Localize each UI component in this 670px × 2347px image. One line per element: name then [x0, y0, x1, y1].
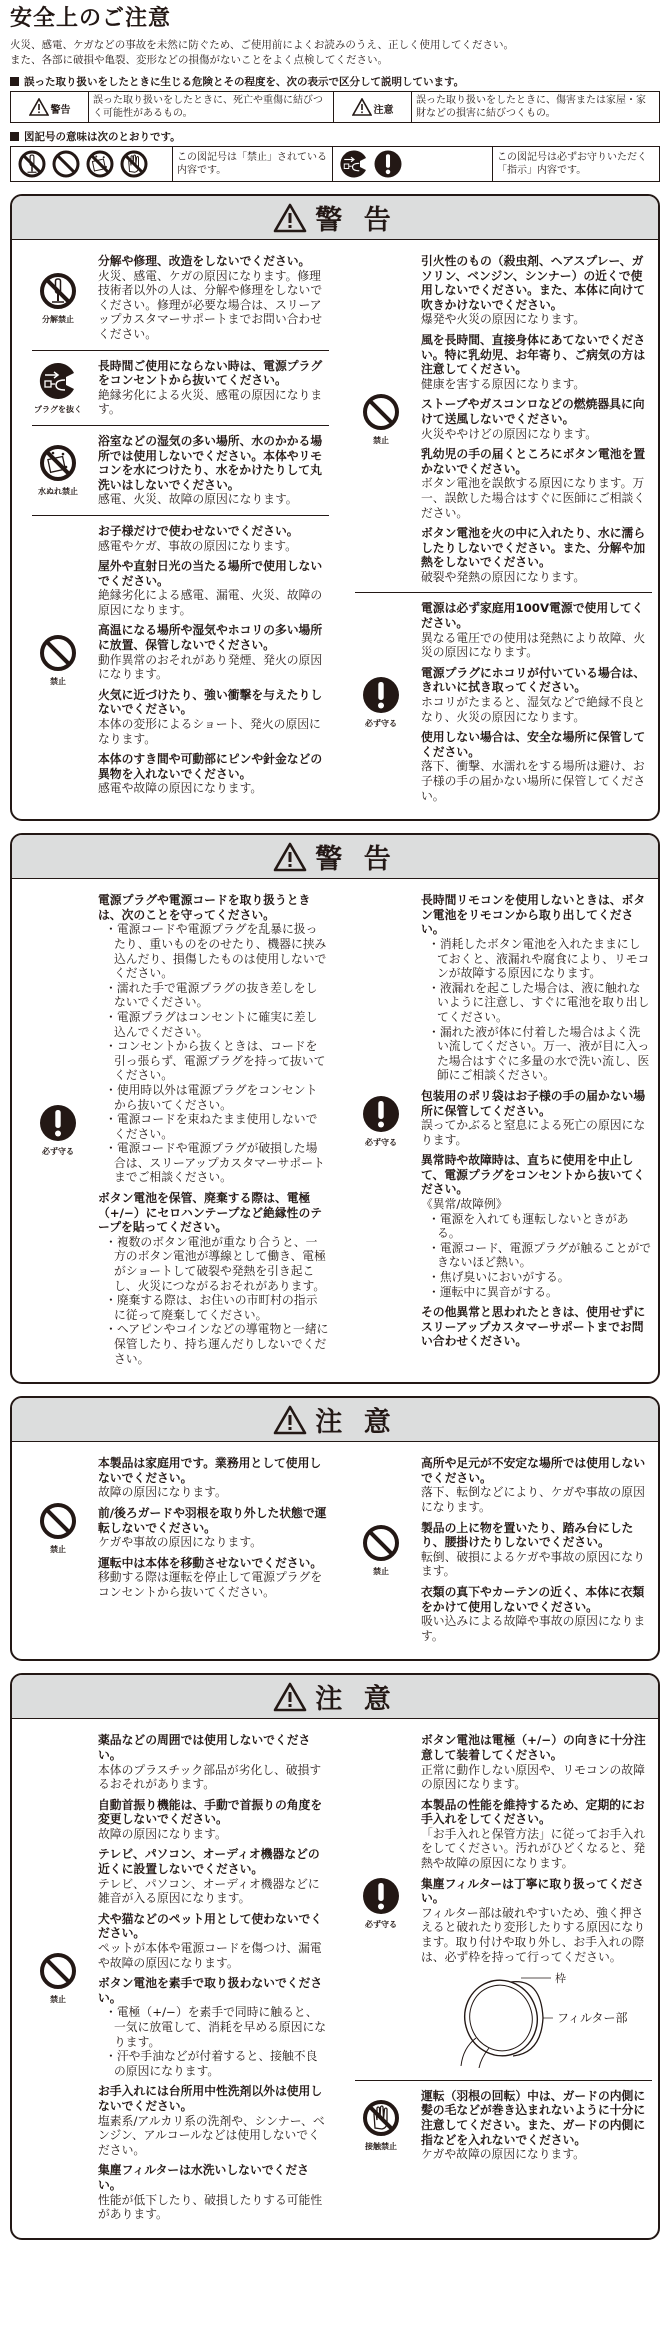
safety-section-warning	[10, 833, 660, 1384]
instruction-item	[421, 1456, 652, 1514]
intro-line: また、各部に破損や亀裂、変形などの損傷がないことをよく点検してください。	[10, 54, 388, 66]
bullet-item: ・消耗したボタン電池を入れたままにしておくと、液漏れや腐食により、リモコンが故障する原因になります。	[428, 936, 650, 981]
instructions	[98, 434, 329, 507]
mandatory-icon	[361, 1876, 401, 1916]
instruction-body: 爆発や火災の原因になります。	[421, 312, 586, 327]
bullet-item: ・ヘアピンやコインなどの導電物と一緒に保管したり、持ち運んだりしないでください。	[105, 1322, 329, 1366]
instruction-item	[98, 1912, 329, 1970]
instruction-body: 破裂や発熱の原因になります。	[421, 569, 586, 584]
bullet-item: ・複数のボタン電池が重なり合うと、一方のボタン電池が導線として働き、電極がショートして破裂や発熱を引き起こし、火災につながるおそれがあります。	[105, 1234, 326, 1293]
prohibited-icon	[38, 633, 78, 673]
warning-triangle-icon	[273, 842, 307, 872]
instruction-item	[98, 1847, 329, 1905]
instruction-body: 「お手入れと保管方法」に従ってお手入れをしてください。汚れがひどくなると、発熱や故障の原因になります。	[421, 1826, 646, 1871]
bullet-item: ・廃棄する際は、お住いの市町村の指示に従って廃棄してください。	[105, 1293, 318, 1322]
instruction-heading: 製品の上に物を置いたり、踏み台にしたり、腰掛けたりしないでください。	[421, 1520, 634, 1550]
symbol-label: 接触禁止	[365, 2142, 397, 2152]
instruction-body: 感電や故障の原因になります。	[98, 781, 263, 796]
instruction-heading: 浴室などの湿気の多い場所、水のかかる場所では使用しないでください。本体やリモコンを水につけたり、水をかけたりして丸洗いはしないでください。	[98, 433, 323, 492]
bullet-item: ・電源コードを束ねたまま使用しないでください。	[105, 1112, 318, 1141]
symbol-group	[355, 592, 652, 811]
instruction-body: 異なる電圧での使用は発熱により故障、火災の原因になります。	[421, 630, 646, 660]
prohibited-icon	[51, 149, 81, 179]
instruction-heading: お手入れには台所用中性洗剤以外は使用しないでください。	[98, 2084, 323, 2113]
warning-desc: 誤った取り扱いをしたときに、死亡や重傷に結びつく可能性があるもの。	[89, 92, 334, 123]
instructions	[421, 1733, 652, 2072]
bullet-text: 電源コードや電源プラグを乱暴に扱ったり、重いものをのせたり、機器に挟み込んだり、損傷したものは使用しないでください。	[114, 922, 327, 981]
instruction-heading: 犬や猫などのペット用として使わないでください。	[98, 1911, 323, 1941]
symbol	[341, 392, 421, 446]
levels-table	[10, 91, 660, 123]
bullet-item: ・電源を入れても運転しないときがある。	[428, 1211, 629, 1241]
bullet-item: ・焦げ臭いにおいがする。	[428, 1270, 570, 1285]
bullet-text: 電源コード、電源プラグが触ることができないほど熱い。	[437, 1240, 652, 1270]
bullet-item: ・電源コードや電源プラグが破損した場合は、スリーアップカスタマーサポートまでご相談ください。	[105, 1141, 325, 1185]
instruction-item	[98, 1976, 329, 2078]
instruction-body: 塩素系/アルカリ系の洗剤や、シンナー、ベンジン、アルコールなどは使用しないでください。	[98, 2113, 325, 2157]
bullet-item: ・濡れた手で電源プラグの抜き差しをしないでください。	[105, 980, 318, 1010]
instruction-body: 絶縁劣化による感電、漏電、火災、故障の原因になります。	[98, 588, 323, 617]
instruction-heading: その他異常と思われたときは、使用せずにスリーアップカスタマーサポートまでお問い合わせください。	[421, 1305, 646, 1349]
instruction-heading: ボタン電池は電極（+/−）の向きに十分注意して装着してください。	[421, 1733, 646, 1762]
instruction-body: 正常に動作しない原因や、リモコンの故障の原因になります。	[421, 1762, 645, 1792]
section-header	[12, 835, 658, 879]
instruction-heading: ボタン電池を火の中に入れたり、水に濡らしたりしないでください。また、分解や加熱をしないでください。	[421, 526, 646, 570]
caution-label: 注意	[373, 104, 394, 116]
column	[335, 1725, 658, 2229]
instruction-heading: ボタン電池を素手で取り扱わないでください。	[98, 1976, 323, 2005]
instruction-heading: 電源は必ず家庭用100V電源で使用してください。	[421, 601, 644, 631]
symbol	[341, 675, 421, 729]
instruction-item	[98, 893, 329, 1185]
square-bullet-icon	[10, 77, 19, 86]
symbol	[18, 443, 98, 497]
instruct-symbols	[333, 147, 493, 182]
instructions	[98, 1456, 329, 1599]
bullet-text: 漏れた液が体に付着した場合はよく洗い流してください。万一、液が目に入った場合はすぐに多量の水で洗い流し、医師にご相談ください。	[437, 1024, 650, 1083]
instruction-heading: 電源プラグや電源コードを取り扱うときは、次のことを守ってください。	[98, 893, 311, 922]
instruction-body: 故障の原因になります。	[98, 1485, 227, 1500]
instruction-heading: 電源プラグにホコリが付いている場合は、きれいに拭き取ってください。	[421, 665, 646, 695]
instruction-item	[98, 1556, 329, 1600]
symbol	[18, 271, 98, 325]
instruction-body: 移動する際は運転を停止して電源プラグをコンセントから抜いてください。	[98, 1570, 323, 1599]
caution-desc: 誤った取り扱いをしたときに、傷害または家屋・家財などの損害に結びつくもの。	[412, 92, 660, 123]
instruction-body: 故障の原因になります。	[98, 1826, 227, 1841]
prohibit-symbols	[11, 147, 173, 182]
instruction-heading: 集塵フィルターは丁寧に取り扱ってください。	[421, 1876, 644, 1906]
warning-triangle-icon	[29, 98, 49, 116]
disassembly-prohibited-icon	[17, 149, 47, 179]
symbol-group	[341, 1725, 652, 2080]
instruction-heading: 高温になる場所や湿気やホコリの多い場所に放置、保管しないでください。	[98, 623, 323, 653]
instruction-heading: 火気に近づけたり、強い衝撃を与えたりしないでください。	[98, 687, 323, 717]
instruction-heading: 乳幼児の手の届くところにボタン電池を置かないでください。	[421, 447, 646, 476]
bullet-item: ・運転中に異音がする。	[428, 1284, 558, 1299]
instruction-item	[421, 2089, 652, 2162]
symbol-group	[18, 885, 329, 1374]
symbol-label: 禁止	[50, 676, 66, 686]
symbol-label: プラグを抜く	[34, 404, 82, 414]
disassembly-prohibited-icon	[38, 271, 78, 311]
instruction-heading: 運転（羽根の回転）中は、ガードの内側に髪の毛などが巻き込まれないように十分に注意してください。また、ガードの内側に指などを入れないでください。	[421, 2088, 646, 2147]
filter-diagram	[441, 1968, 652, 2072]
bullet-text: 運転中に異音がする。	[439, 1284, 558, 1299]
section-title: 警 告	[315, 844, 397, 876]
column	[12, 885, 335, 1374]
symbol-group	[18, 246, 329, 350]
instruction-item	[421, 666, 652, 724]
instruction-body: テレビ、パソコン、オーディオ機器などに雑音が入る原因になります。	[98, 1876, 320, 1906]
symbol	[18, 361, 98, 415]
bullet-text: 複数のボタン電池が重なり合うと、一方のボタン電池が導線として働き、電極がショートして破裂や発熱を引き起こし、火災につながるおそれがあります。	[114, 1234, 326, 1293]
filter-illustration	[441, 1968, 641, 2068]
symbol-group	[18, 1725, 329, 2229]
instruction-heading: 分解や修理、改造をしないでください。	[98, 254, 311, 268]
instructions	[421, 1456, 652, 1643]
symbol-group	[341, 1448, 652, 1651]
instruction-item	[421, 333, 652, 391]
instruction-item	[98, 559, 329, 617]
bullet-text: 濡れた手で電源プラグの抜き差しをしないでください。	[114, 980, 318, 1010]
instruction-heading: お子様だけで使わせないでください。	[98, 523, 299, 538]
section-header	[12, 1398, 658, 1442]
instruction-item	[98, 359, 329, 417]
bullet-item: ・電源プラグはコンセントに確実に差し込んでください。	[105, 1009, 318, 1039]
mandatory-icon	[361, 675, 401, 715]
symbol	[341, 1523, 421, 1577]
prohibited-icon	[361, 1523, 401, 1563]
bullet-item: ・液漏れを起こした場合は、液に触れないように注意し、すぐに電池を取り出してください。	[428, 980, 650, 1024]
instructions	[421, 601, 652, 803]
instruction-body: 落下、衝撃、水濡れをする場所は避け、お子様の手の届かない場所に保管してください。	[421, 759, 646, 803]
instruction-body: 本体のプラスチック部品が劣化し、破損するおそれがあります。	[98, 1762, 322, 1792]
instruction-item	[421, 397, 652, 441]
instruction-item	[98, 254, 329, 342]
column	[12, 1725, 335, 2229]
instructions	[421, 2089, 652, 2162]
warning-label: 警告	[50, 104, 71, 116]
section-title: 警 告	[315, 205, 397, 236]
instruction-heading: ストーブやガスコンロなどの燃焼器具に向けて送風しないでください。	[421, 397, 645, 426]
bullet-text: 汗や手油などが付着すると、接触不良の原因になります。	[114, 2049, 318, 2078]
water-prohibited-icon	[85, 149, 115, 179]
mandatory-icon	[373, 149, 403, 179]
symbol-label: 禁止	[50, 1994, 66, 2004]
section-columns	[12, 1719, 658, 2237]
instructions	[98, 893, 329, 1366]
instruction-item	[98, 1733, 329, 1791]
warning-triangle-icon	[273, 1682, 307, 1712]
section-title: 注 意	[315, 1684, 397, 1716]
instruction-item	[98, 1191, 329, 1366]
instruction-item	[421, 1733, 652, 1791]
instruction-heading: テレビ、パソコン、オーディオ機器などの近くに設置しないでください。	[98, 1847, 320, 1877]
prohibited-icon	[361, 392, 401, 432]
unplug-icon	[339, 149, 369, 179]
bullet-text: 電源を入れても運転しないときがある。	[437, 1211, 629, 1241]
instructions	[98, 524, 329, 796]
symbol-label: 水ぬれ禁止	[38, 487, 78, 497]
instruction-item	[421, 1521, 652, 1579]
symbol	[18, 633, 98, 687]
instruction-body: 誤ってかぶると窒息による死亡の原因になります。	[421, 1118, 646, 1147]
instruction-item	[98, 524, 329, 553]
instructions	[421, 893, 652, 1349]
instruction-body: フィルター部は破れやすいため、強く押さえると破れたり変形したりする原因になります。取り付けや取り外し、お手入れの際は、必ず枠を持って行ってください。	[421, 1905, 646, 1964]
instruction-item	[98, 2163, 329, 2221]
symbol-label: 分解禁止	[42, 314, 74, 324]
section-columns	[12, 879, 658, 1382]
instructions	[98, 359, 329, 417]
section-columns	[12, 240, 658, 819]
bullet-text: 焦げ臭いにおいがする。	[439, 1270, 570, 1285]
symbol-group	[341, 246, 652, 592]
safety-section-caution	[10, 1673, 660, 2239]
symbol-label: 必ず守る	[365, 1919, 397, 1929]
instruction-heading: 長時間ご使用にならない時は、電源プラグをコンセントから抜いてください。	[98, 358, 323, 388]
warning-triangle-icon	[352, 98, 372, 116]
prohibited-icon	[38, 1501, 78, 1541]
instruction-body: ケガや事故の原因になります。	[98, 1535, 262, 1550]
section-header	[12, 196, 658, 240]
symbol-group	[32, 425, 329, 515]
symbol-label: 禁止	[373, 1566, 389, 1576]
instruction-heading: 風を長時間、直接身体にあてないでください。特に乳幼児、お年寄り、ご病気の方は注意してください。	[421, 332, 646, 377]
instruction-body: 性能が低下したり、破損したりする可能性があります。	[98, 2192, 323, 2222]
instruction-item	[421, 1153, 652, 1299]
symbol	[341, 1876, 421, 1930]
instruction-body: ホコリがたまると、湿気などで絶縁不良となり、火災の原因になります。	[421, 695, 646, 724]
symbol	[18, 1103, 98, 1157]
page-title: 安全上のご注意	[10, 6, 172, 31]
instruction-body: 本体の変形によるショート、発火の原因になります。	[98, 717, 321, 746]
intro	[10, 38, 660, 68]
instruction-body: 動作異常のおそれがあり発煙、発火の原因になります。	[98, 652, 323, 682]
column	[12, 1448, 335, 1651]
instruction-heading: 集塵フィルターは水洗いしないでください。	[98, 2163, 309, 2192]
instructions	[98, 1733, 329, 2221]
instruction-body: 絶縁劣化による火災、感電の原因になります。	[98, 387, 323, 417]
bullet-text: 液漏れを起こした場合は、液に触れないように注意し、すぐに電池を取り出してください。	[437, 980, 650, 1024]
symbols-table	[10, 146, 660, 182]
symbol-label: 必ず守る	[42, 1146, 74, 1156]
instruction-item	[421, 1877, 652, 1965]
caution-level	[334, 92, 412, 123]
instruction-item	[421, 254, 652, 327]
warning-level	[11, 92, 89, 123]
section-title: 注 意	[315, 1407, 397, 1439]
symbol-group	[341, 885, 652, 1357]
warning-triangle-icon	[273, 1405, 307, 1435]
symbol-label: 禁止	[50, 1544, 66, 1554]
instruct-desc: この図記号は必ずお守りいただく「指示」内容です。	[493, 147, 660, 182]
symbol	[341, 2098, 421, 2152]
instruction-item	[421, 1585, 652, 1643]
symbols-heading-text: 図記号の意味は次のとおりです。	[24, 131, 181, 143]
instruction-heading: 前/後ろガードや羽根を取り外した状態で運転しないでください。	[98, 1505, 327, 1535]
mandatory-icon	[361, 1094, 401, 1134]
instruction-body: 感電やケガ、事故の原因になります。	[98, 538, 297, 553]
touch-prohibited-icon	[119, 149, 149, 179]
instruction-body: 吸い込みによる故障や事故の原因になります。	[421, 1614, 646, 1643]
mandatory-icon	[38, 1103, 78, 1143]
bullet-text: 消耗したボタン電池を入れたままにしておくと、液漏れや腐食により、リモコンが故障する原因になります。	[437, 936, 650, 981]
bullet-text: 電極（+/−）を素手で同時に触ると、一気に放電して、消耗を早める原因になります。	[114, 2005, 327, 2049]
warning-triangle-icon	[273, 203, 307, 233]
filter-label: フィルター部	[557, 2011, 628, 2026]
instruction-heading: 使用しない場合は、安全な場所に保管してください。	[421, 730, 646, 759]
symbol-label: 必ず守る	[365, 719, 397, 729]
instruction-item	[98, 434, 329, 507]
bullet-text: コンセントから抜くときは、コードを引っ張らず、電源プラグを持って抜いてください。	[114, 1039, 326, 1083]
instruction-heading: ボタン電池を保管、廃棄する際は、電極（+/−）にセロハンテープなど絶縁性のテープを貼ってください。	[98, 1191, 323, 1235]
instruction-body: 転倒、破損によるケガや事故の原因になります。	[421, 1549, 645, 1579]
instruction-item	[421, 1305, 652, 1349]
instruction-item	[421, 601, 652, 659]
column	[12, 246, 335, 811]
instruction-item	[98, 688, 329, 746]
instruction-item	[421, 526, 652, 584]
instruction-body: 健康を害する原因になります。	[421, 376, 586, 391]
intro-line: 火災、感電、ケガなどの事故を未然に防ぐため、ご使用前によくお読みのうえ、正しく使用してください。	[10, 39, 514, 51]
instruction-item	[421, 730, 652, 803]
column	[335, 885, 658, 1374]
touch-prohibited-icon	[361, 2098, 401, 2138]
sections	[10, 194, 660, 2240]
bullet-text: 廃棄する際は、お住いの市町村の指示に従って廃棄してください。	[114, 1293, 318, 1322]
bullet-item: ・電源コードや電源プラグを乱暴に扱ったり、重いものをのせたり、機器に挟み込んだり、損傷したものは使用しないでください。	[105, 922, 327, 981]
symbol-group	[355, 2080, 652, 2170]
bullet-text: 使用時以外は電源プラグをコンセントから抜いてください。	[114, 1082, 318, 1112]
instruction-item	[421, 1798, 652, 1871]
instruction-heading: 自動首振り機能は、手動で首振りの角度を変更しないでください。	[98, 1797, 323, 1827]
column	[335, 1448, 658, 1651]
instruction-heading: 長時間リモコンを使用しないときは、ボタン電池をリモコンから取り出してください。	[421, 893, 646, 937]
symbols-heading	[10, 130, 660, 144]
bullet-item: ・漏れた液が体に付着した場合はよく洗い流してください。万一、液が目に入った場合はすぐに多量の水で洗い流し、医師にご相談ください。	[428, 1024, 650, 1083]
section-columns	[12, 1442, 658, 1659]
instruction-heading: 薬品などの周囲では使用しないでください。	[98, 1733, 311, 1762]
bullet-text: 電源プラグはコンセントに確実に差し込んでください。	[114, 1009, 318, 1039]
instruction-item	[98, 2084, 329, 2157]
safety-section-warning	[10, 194, 660, 821]
instruction-body: ボタン電池を誤飲する原因になります。万一、誤飲した場合はすぐに医師にご相談ください。	[421, 476, 646, 520]
unplug-icon	[38, 361, 78, 401]
bullet-text: ヘアピンやコインなどの導電物と一緒に保管したり、持ち運んだりしないでください。	[114, 1322, 329, 1366]
symbol-group	[18, 1448, 329, 1607]
symbol-group	[32, 350, 329, 425]
instruction-body: 落下、転倒などにより、ケガや事故の原因になります。	[421, 1485, 645, 1514]
symbol-label: 禁止	[373, 436, 389, 446]
bullet-item: ・汗や手油などが付着すると、接触不良の原因になります。	[105, 2049, 318, 2078]
symbol	[18, 1501, 98, 1555]
bullet-item: ・コンセントから抜くときは、コードを引っ張らず、電源プラグを持って抜いてください。	[105, 1039, 326, 1083]
symbol-group	[32, 515, 329, 804]
section-header	[12, 1675, 658, 1719]
instruction-body: 火災ややけどの原因になります。	[421, 426, 598, 441]
instruction-heading: 屋外や直射日光の当たる場所で使用しないでください。	[98, 559, 323, 588]
bullet-item: ・電源コード、電源プラグが触ることができないほど熱い。	[428, 1240, 652, 1270]
instruction-item	[98, 1798, 329, 1842]
instructions	[98, 254, 329, 342]
instruction-heading: 高所や足元が不安定な場所では使用しないでください。	[421, 1456, 646, 1485]
instruction-body: 火災、感電、ケガの原因になります。修理技術者以外の人は、分解や修理をしないでください。修理が必要な場合は、スリーアップカスタマーサポートまでお問い合わせください。	[98, 268, 323, 341]
instruction-heading: 衣類の真下やカーテンの近く、本体に衣類をかけて使用しないでください。	[421, 1584, 645, 1614]
safety-section-caution	[10, 1396, 660, 1661]
instruction-heading: 本製品は家庭用です。業務用として使用しないでください。	[98, 1456, 322, 1485]
levels-heading-text: 誤った取り扱いをしたときに生じる危険とその程度を、次の表示で区分して説明しています。	[24, 76, 465, 88]
instruction-heading: 引火性のもの（殺虫剤、ヘアスプレー、ガソリン、ベンジン、シンナー）の近くで使用しないでください。また、本体に向けて吹きかけないでください。	[421, 254, 646, 312]
instruction-body: ペットが本体や電源コードを傷つけ、漏電や故障の原因になります。	[98, 1941, 322, 1970]
symbol	[341, 1094, 421, 1148]
water-prohibited-icon	[38, 443, 78, 483]
instruction-heading: 包装用のポリ袋はお子様の手の届かない場所に保管してください。	[421, 1088, 646, 1118]
instruction-item	[98, 623, 329, 681]
instruction-item	[98, 1506, 329, 1550]
frame-label: 枠	[555, 1972, 566, 1986]
instruction-item	[98, 752, 329, 796]
instruction-item	[421, 1089, 652, 1147]
prohibited-icon	[38, 1951, 78, 1991]
bullet-text: 電源コードを束ねたまま使用しないでください。	[114, 1112, 318, 1141]
prohibit-desc: この図記号は「禁止」されている内容です。	[173, 147, 333, 182]
symbol	[18, 1951, 98, 2005]
symbol-label: 必ず守る	[365, 1138, 397, 1148]
instruction-body: 《異常/故障例》	[421, 1197, 508, 1212]
instruction-heading: 本体のすき間や可動部にピンや針金などの異物を入れないでください。	[98, 752, 323, 781]
instructions	[421, 254, 652, 584]
column	[335, 246, 658, 811]
instruction-item	[98, 1456, 329, 1500]
instruction-body: 感電、火災、故障の原因になります。	[98, 492, 298, 507]
bullet-item: ・使用時以外は電源プラグをコンセントから抜いてください。	[105, 1082, 318, 1112]
instruction-heading: 運転中は本体を移動させないでください。	[98, 1555, 323, 1570]
instruction-heading: 本製品の性能を維持するため、定期的にお手入れをしてください。	[421, 1797, 645, 1827]
bullet-item: ・電極（+/−）を素手で同時に触ると、一気に放電して、消耗を早める原因になります。	[105, 2005, 327, 2049]
instruction-heading: 異常時や故障時は、直ちに使用を中止して、電源プラグをコンセントから抜いてください。	[421, 1153, 645, 1197]
square-bullet-icon	[10, 132, 19, 141]
instruction-item	[421, 893, 652, 1083]
instruction-body: ケガや故障の原因になります。	[421, 2147, 585, 2162]
instruction-item	[421, 447, 652, 520]
levels-heading	[10, 75, 660, 89]
bullet-text: 電源コードや電源プラグが破損した場合は、スリーアップカスタマーサポートまでご相談ください。	[114, 1141, 325, 1185]
